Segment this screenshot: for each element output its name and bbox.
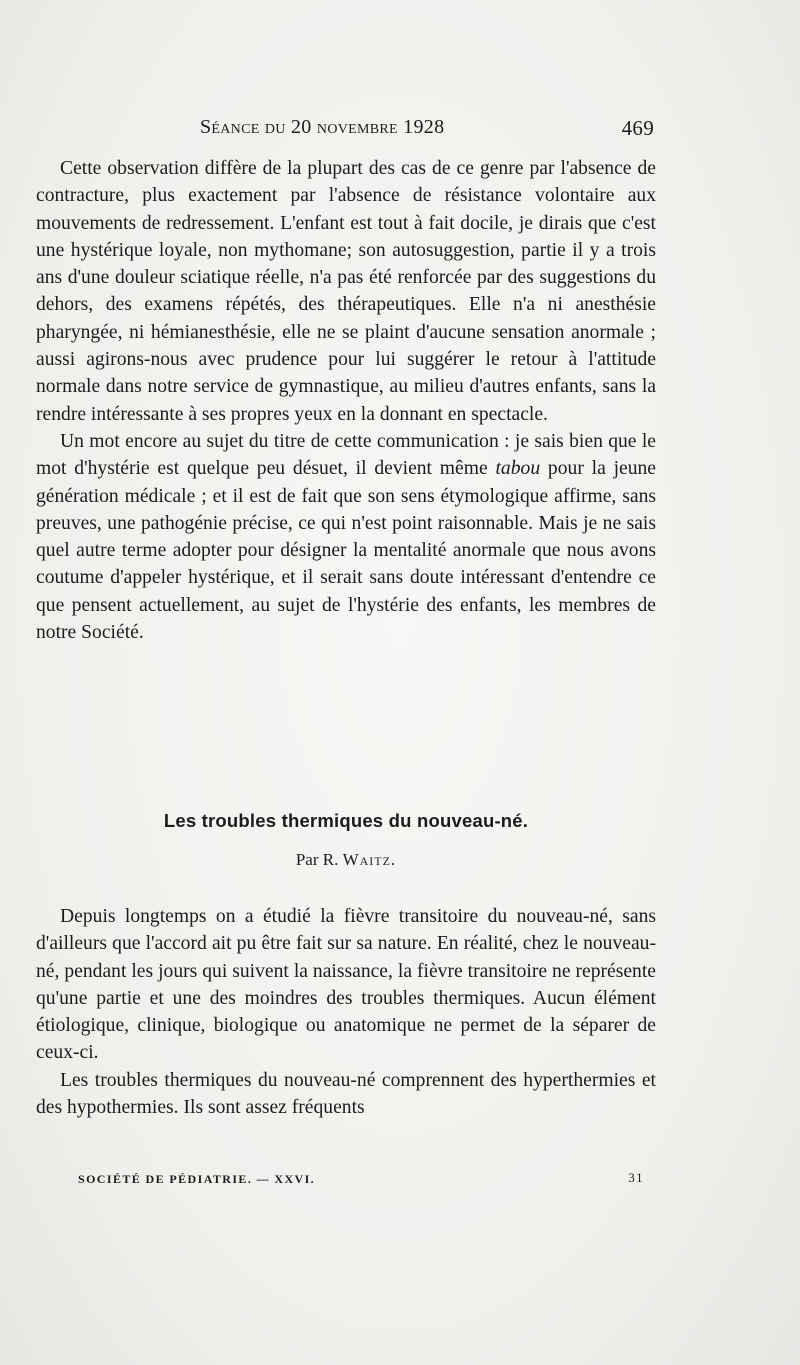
footer-journal: SOCIÉTÉ DE PÉDIATRIE. — XXVI. [78,1172,316,1186]
paragraph: Les troubles thermiques du nouveau-né comprennent des hyperthermies et des hypothermies. Ils sont assez fréquents [36,1069,656,1119]
paragraph: Cette observation diffère de la plupart des cas de ce genre par l'absence de contracture, plus exactement par l'absence de résistance volontaire aux mouvements de redressement. L'enfant est tout à fait docile, je dirais que c'est une hystérique loyale, non mythomane; son autosuggestion, partie il y a trois ans d'une douleur sciatique réelle, n'a pas été renforcée par des suggestions du dehors, des examens répétés, des thérapeutiques. Elle n'a ni anesthésie pharyngée, ni hémianesthésie, elle ne se plaint d'aucune sensation anormale ; aussi agirons-nous avec prudence pour lui suggérer le retour à l'attitude normale dans notre service de gymnastique, au milieu d'autres enfants, sans la rendre intéressante à ses propres yeux en la donnant en spectacle. [36,158,656,425]
byline-prefix: Par R. [295,850,339,869]
article-byline [36,850,656,870]
paragraph: Depuis longtemps on a étudié la fièvre transitoire du nouveau-né, sans d'ailleurs que l'accord ait pu être fait sur sa nature. En réalité, chez le nouveau-né, pendant les jours qui suivent la naissance, la fièvre transitoire ne représente qu'une partie et une des moindres des troubles thermiques. Aucun élément étiologique, clinique, biologique ou anatomique ne permet de la séparer de ceux-ci. [36,906,656,1064]
running-head [200,116,654,139]
body-text-section-2 [36,903,656,1121]
body-text-section-1 [36,155,656,646]
paragraph: Un mot encore au sujet du titre de cette communication : je sais bien que le mot d'hystérie est quelque peu désuet, il devient même tabou pour la jeune génération médicale ; et il est de fait que son sens étymologique affirme, sans preuves, une pathogénie précise, ce qui n'est point raisonnable. Mais je ne sais quel autre terme adopter pour désigner la mentalité anormale que nous avons coutume d'appeler hystérique, et il serait sans doute intéressant d'entendre ce que pensent actuellement, au sujet de l'hystérie des enfants, les membres de notre Société. [36,430,657,644]
article-title: Les troubles thermiques du nouveau-né. [163,810,529,831]
byline-author: Waitz. [342,850,397,869]
running-head-title: Séance du 20 novembre 1928 [200,116,445,138]
page-footer [78,1172,644,1187]
signature-mark: 31 [628,1170,644,1185]
page-number: 469 [621,116,654,140]
